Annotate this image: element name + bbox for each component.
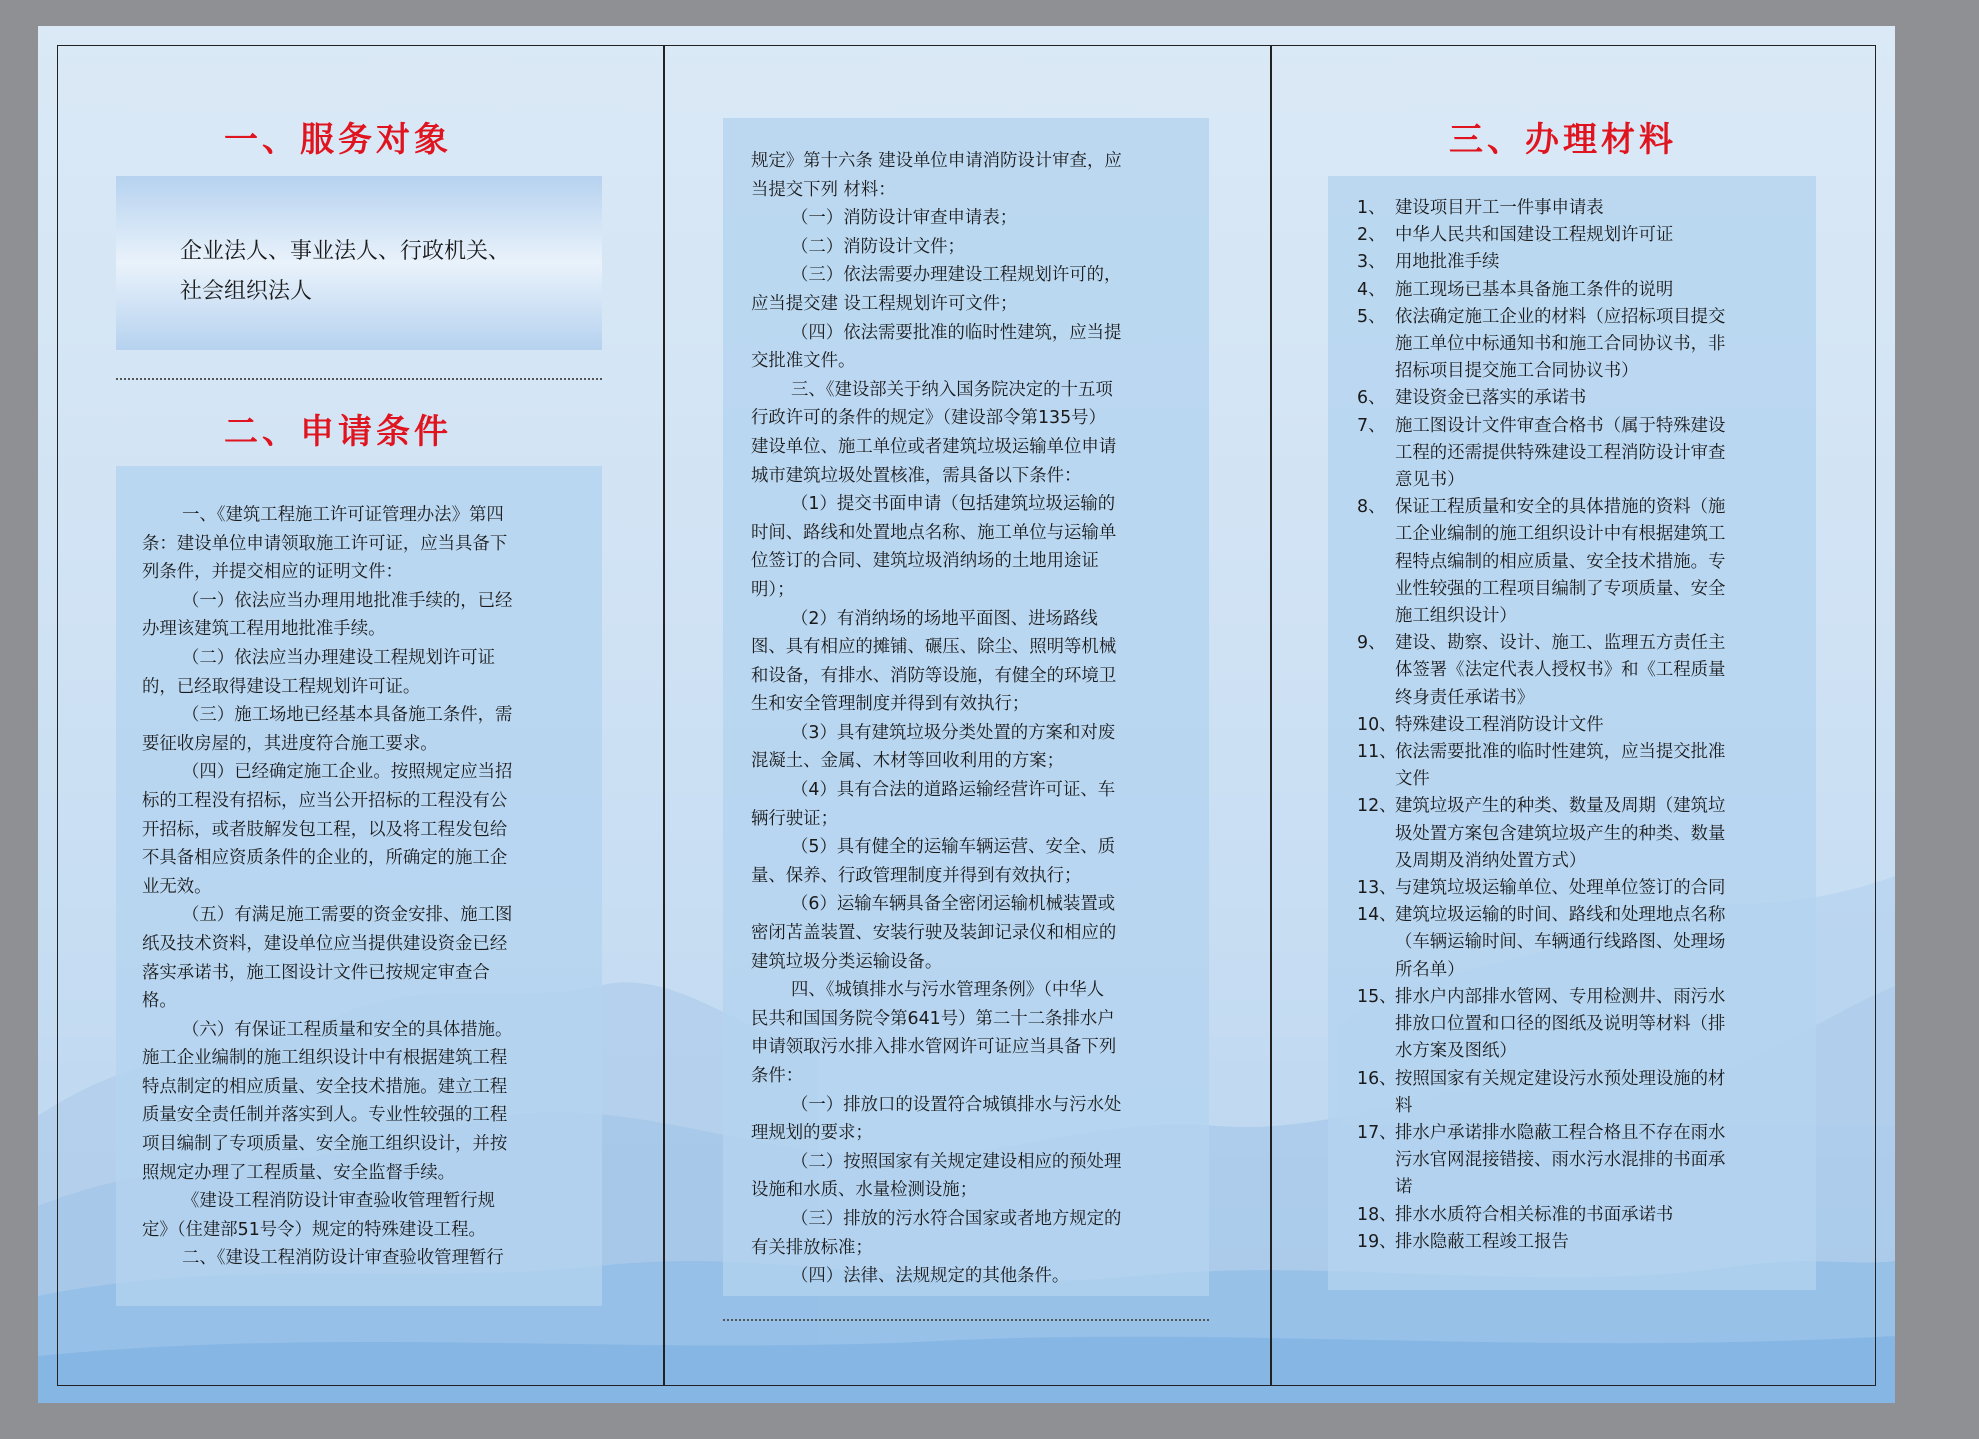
material-number-spacer [1357, 521, 1395, 548]
material-number-spacer [1357, 1147, 1391, 1174]
material-number: 12、 [1357, 796, 1397, 817]
paragraph-line: （4）具有合法的道路运输经营许可证、车 [791, 780, 1116, 801]
paragraph-line: 量、保养、行政管理制度并得到有效执行； [751, 865, 1082, 886]
paragraph-line: 生和安全管理制度并得到有效执行； [751, 694, 1030, 715]
material-text: 工企业编制的施工组织设计中有根据建筑工 [1395, 524, 1726, 545]
material-text: 建设项目开工一件事申请表 [1395, 198, 1604, 218]
material-number-spacer [1357, 331, 1395, 358]
material-text: 排放口位置和口径的图纸及说明等材料（排 [1395, 1014, 1726, 1035]
material-item [1357, 630, 1816, 712]
material-number-spacer [1357, 576, 1395, 603]
material-number-spacer [1357, 685, 1395, 712]
paragraph-line: （六）有保证工程质量和安全的具体措施。 [182, 1019, 513, 1040]
paragraph-line: 设施和水质、水量检测设施； [751, 1180, 978, 1201]
material-text: 招标项目提交施工合同协议书） [1395, 361, 1639, 382]
material-number-spacer [1357, 603, 1395, 630]
material-text: 排水水质符合相关标准的书面承诺书 [1395, 1204, 1674, 1225]
materials-box [1328, 176, 1816, 1290]
paragraph-line: （一）排放口的设置符合城镇排水与污水处 [791, 1094, 1122, 1115]
paragraph-line: 格。 [142, 991, 177, 1012]
paragraph-line: 当提交下列 材料： [751, 179, 896, 200]
material-item [1357, 1066, 1816, 1120]
material-text: 料 [1395, 1095, 1413, 1116]
paragraph-line: 混凝土、金属、木材等回收利用的方案； [751, 751, 1065, 772]
material-text: 终身责任承诺书》 [1395, 687, 1535, 708]
material-number-spacer [1357, 440, 1395, 467]
paragraph-line: 有关排放标准； [751, 1237, 873, 1258]
paragraph-line: 业无效。 [142, 876, 212, 897]
fold-line-left [663, 45, 665, 1386]
material-text: 用地批准手续 [1395, 252, 1500, 273]
paragraph-line: （三）施工场地已经基本具备施工条件，需 [182, 705, 513, 726]
material-number-spacer [1357, 1174, 1391, 1201]
paragraph-line: （四）依法需要批准的临时性建筑，应当提 [791, 322, 1122, 343]
paragraph-line: （四）法律、法规规定的其他条件。 [791, 1266, 1070, 1287]
material-text: 与建筑垃圾运输单位、处理单位签订的合同 [1395, 878, 1726, 899]
paragraph-line: 办理该建筑工程用地批准手续。 [142, 619, 386, 640]
paragraph-line: （5）具有健全的运输车辆运营、安全、质 [791, 837, 1116, 858]
material-number-spacer [1357, 821, 1391, 848]
material-number-spacer [1357, 1011, 1391, 1038]
material-text: 依法需要批准的临时性建筑，应当提交批准 [1395, 742, 1726, 763]
material-number-spacer [1357, 657, 1395, 684]
material-item [1357, 222, 1816, 249]
material-text: 特殊建设工程消防设计文件 [1395, 714, 1604, 735]
material-number: 17、 [1357, 1122, 1397, 1143]
material-item [1357, 304, 1816, 386]
material-number: 7、 [1357, 415, 1386, 436]
paragraph-line: 特点制定的相应质量、安全技术措施。建立工程 [142, 1076, 508, 1097]
paragraph-line: 的，已经取得建设工程规划许可证。 [142, 676, 421, 697]
paragraph-line: 位签订的合同、建筑垃圾消纳场的土地用途证 [751, 551, 1099, 572]
dotted-divider [723, 1319, 1209, 1321]
material-number: 1、 [1357, 198, 1386, 218]
material-text: 施工单位中标通知书和施工合同协议书，非 [1395, 334, 1726, 355]
material-item [1357, 277, 1816, 304]
material-text: 文件 [1395, 769, 1430, 790]
material-item [1357, 902, 1816, 984]
material-item [1357, 413, 1816, 495]
paragraph-line: （二）消防设计文件； [791, 236, 965, 257]
material-item [1357, 1202, 1816, 1229]
material-text: 施工组织设计） [1395, 606, 1517, 627]
material-text: 意见书） [1395, 470, 1465, 491]
paragraph-line: 行政许可的条件的规定》（建设部令第135号） [751, 408, 1106, 429]
material-number: 11、 [1357, 742, 1397, 763]
paragraph-line: 二、《建设工程消防设计审查验收管理暂行 [182, 1248, 504, 1269]
material-text: 及周期及消纳处置方式） [1395, 850, 1587, 871]
material-number-spacer [1357, 358, 1395, 385]
paragraph-line: 图、具有相应的摊铺、碾压、除尘、照明等机械 [751, 637, 1117, 658]
paragraph-line: 不具备相应资质条件的企业的，所确定的施工企 [142, 848, 508, 869]
material-number-spacer [1357, 848, 1391, 875]
material-text: 水方案及图纸） [1395, 1041, 1517, 1062]
material-number: 14、 [1357, 905, 1397, 926]
paragraph-line: 和设备，有排水、消防等设施，有健全的环境卫 [751, 665, 1117, 686]
material-item [1357, 1120, 1816, 1202]
material-item [1357, 385, 1816, 412]
material-number: 6、 [1357, 388, 1386, 409]
material-number-spacer [1357, 467, 1395, 494]
paragraph-line: 理规划的要求； [751, 1123, 873, 1144]
paragraph-line: 规定》第十六条 建设单位申请消防设计审查，应 [751, 151, 1122, 171]
fold-line-right [1270, 45, 1272, 1386]
material-text: 诺 [1395, 1177, 1413, 1198]
paragraph-line: （二）按照国家有关规定建设相应的预处理 [791, 1151, 1122, 1172]
paragraph-line: （1）提交书面申请（包括建筑垃圾运输的 [791, 494, 1116, 515]
conditions-box [116, 466, 602, 1306]
paragraph-line: 一、《建筑工程施工许可证管理办法》第四 [182, 505, 504, 525]
material-text: 污水官网混接错接、雨水污水混排的书面承 [1395, 1150, 1726, 1171]
material-number: 5、 [1357, 306, 1386, 327]
material-text: （车辆运输时间、车辆通行线路图、处理场 [1395, 932, 1726, 953]
paragraph-line: 质量安全责任制并落实到人。专业性较强的工程 [142, 1105, 508, 1126]
paragraph-line: 照规定办理了工程质量、安全监督手续。 [142, 1162, 456, 1183]
material-text: 建设、勘察、设计、施工、监理五方责任主 [1395, 633, 1726, 654]
material-text: 施工图设计文件审查合格书（属于特殊建设 [1395, 415, 1726, 436]
paragraph-line: 条：建设单位申请领取施工许可证，应当具备下 [142, 533, 508, 554]
material-item [1357, 984, 1816, 1066]
material-number: 9、 [1357, 633, 1386, 654]
material-number: 16、 [1357, 1068, 1397, 1089]
material-text: 体签署《法定代表人授权书》和《工程质量 [1395, 660, 1726, 681]
material-number: 10、 [1357, 714, 1397, 735]
material-number: 8、 [1357, 497, 1386, 518]
material-item [1357, 195, 1816, 222]
service-target-line: 企业法人、事业法人、行政机关、 [180, 239, 511, 264]
paragraph-line: 纸及技术资料，建设单位应当提供建设资金已经 [142, 933, 508, 954]
paragraph-line: 民共和国国务院令第641号）第二十二条排水户 [751, 1008, 1115, 1029]
paragraph-line: （四）已经确定施工企业。按照规定应当招 [182, 762, 513, 783]
paragraph-line: （五）有满足施工需要的资金安排、施工图 [182, 905, 513, 926]
material-text: 按照国家有关规定建设污水预处理设施的材 [1395, 1068, 1726, 1089]
paragraph-line: （三）排放的污水符合国家或者地方规定的 [791, 1208, 1122, 1229]
paragraph-line: 标的工程没有招标，应当公开招标的工程没有公 [142, 790, 508, 811]
paragraph-line: 时间、路线和处置地点名称、施工单位与运输单 [751, 522, 1117, 543]
material-number: 19、 [1357, 1231, 1397, 1252]
paragraph-line: 落实承诺书，施工图设计文件已按规定审查合 [142, 962, 490, 983]
paragraph-line: （二）依法应当办理建设工程规划许可证 [182, 647, 496, 668]
material-text: 施工现场已基本具备施工条件的说明 [1395, 279, 1674, 300]
material-number-spacer [1357, 766, 1391, 793]
material-text: 建筑垃圾运输的时间、路线和处理地点名称 [1395, 905, 1726, 926]
paragraph-line: 项目编制了专项质量、安全施工组织设计，并按 [142, 1134, 508, 1155]
material-item [1357, 494, 1816, 630]
material-number: 18、 [1357, 1204, 1397, 1225]
paragraph-line: 交批准文件。 [751, 351, 856, 372]
paragraph-line: （一）依法应当办理用地批准手续的，已经 [182, 590, 513, 611]
material-item [1357, 875, 1816, 902]
heading-conditions: 二、申请条件 [224, 412, 452, 452]
paragraph-line: 定》（住建部51号令）规定的特殊建设工程。 [142, 1219, 486, 1240]
material-text: 所名单） [1395, 959, 1465, 980]
dotted-divider [116, 378, 602, 380]
paragraph-line: 列条件，并提交相应的证明文件： [142, 562, 403, 583]
material-number-spacer [1357, 929, 1391, 956]
paragraph-line: 建设单位、施工单位或者建筑垃圾运输单位申请 [751, 436, 1117, 457]
paragraph-line: 施工企业编制的施工组织设计中有根据建筑工程 [142, 1048, 508, 1069]
material-text: 程特点编制的相应质量、安全技术措施。专 [1395, 551, 1726, 572]
material-number: 4、 [1357, 279, 1386, 300]
paragraph-line: 三、《建设部关于纳入国务院决定的十五项 [791, 379, 1113, 400]
material-text: 建筑垃圾产生的种类、数量及周期（建筑垃 [1395, 796, 1726, 817]
material-number: 3、 [1357, 252, 1386, 273]
material-number: 15、 [1357, 986, 1397, 1007]
paragraph-line: 建筑垃圾分类运输设备。 [751, 951, 943, 972]
material-number: 2、 [1357, 225, 1386, 246]
brochure-sheet [38, 26, 1895, 1403]
material-text: 排水户承诺排水隐蔽工程合格且不存在雨水 [1395, 1122, 1726, 1143]
material-text: 中华人民共和国建设工程规划许可证 [1395, 225, 1674, 246]
material-text: 排水户内部排水管网、专用检测井、雨污水 [1395, 986, 1726, 1007]
service-target-box [116, 176, 602, 350]
paragraph-line: （2）有消纳场的场地平面图、进场路线 [791, 608, 1098, 629]
heading-service-target: 一、服务对象 [224, 120, 452, 160]
material-text: 排水隐蔽工程竣工报告 [1395, 1231, 1569, 1252]
paragraph-line: （6）运输车辆具备全密闭运输机械装置或 [791, 894, 1116, 915]
paragraph-line: （三）依法需要办理建设工程规划许可的， [791, 265, 1122, 286]
paragraph-line: 辆行驶证； [751, 808, 838, 829]
material-item [1357, 249, 1816, 276]
material-text: 保证工程质量和安全的具体措施的资料（施 [1395, 497, 1726, 518]
paragraph-line: 《建设工程消防设计审查验收管理暂行规 [182, 1191, 496, 1212]
paragraph-line: 要征收房屋的，其进度符合施工要求。 [142, 733, 438, 754]
material-item [1357, 1229, 1816, 1256]
conditions-continued-box [723, 118, 1209, 1296]
material-number-spacer [1357, 957, 1391, 984]
material-text: 依法确定施工企业的材料（应招标项目提交 [1395, 306, 1726, 327]
paragraph-line: 城市建筑垃圾处置核准，需具备以下条件： [751, 465, 1082, 486]
material-number: 13、 [1357, 878, 1397, 899]
material-item [1357, 712, 1816, 739]
material-number-spacer [1357, 1093, 1391, 1120]
paragraph-line: 条件： [751, 1066, 804, 1086]
material-text: 建设资金已落实的承诺书 [1395, 388, 1587, 409]
material-text: 圾处置方案包含建筑垃圾产生的种类、数量 [1395, 823, 1726, 844]
paragraph-line: 开招标，或者肢解发包工程，以及将工程发包给 [142, 819, 508, 840]
paragraph-line: 四、《城镇排水与污水管理条例》（中华人 [791, 980, 1105, 1001]
paragraph-line: 申请领取污水排入排水管网许可证应当具备下列 [751, 1037, 1117, 1058]
material-item [1357, 739, 1816, 793]
service-target-line: 社会组织法人 [180, 279, 313, 304]
paragraph-line: 密闭苫盖装置、安装行驶及装卸记录仪和相应的 [751, 923, 1117, 944]
paragraph-line: （一）消防设计审查申请表； [791, 208, 1018, 229]
material-text: 工程的还需提供特殊建设工程消防设计审查 [1395, 442, 1726, 463]
paragraph-line: 明）； [751, 579, 795, 600]
material-number-spacer [1357, 1038, 1391, 1065]
material-item [1357, 793, 1816, 875]
material-text: 业性较强的工程项目编制了专项质量、安全 [1395, 578, 1726, 599]
paragraph-line: （3）具有建筑垃圾分类处置的方案和对废 [791, 722, 1116, 743]
heading-materials: 三、办理材料 [1449, 120, 1677, 160]
paragraph-line: 应当提交建 设工程规划许可文件； [751, 293, 1018, 314]
material-number-spacer [1357, 549, 1395, 576]
